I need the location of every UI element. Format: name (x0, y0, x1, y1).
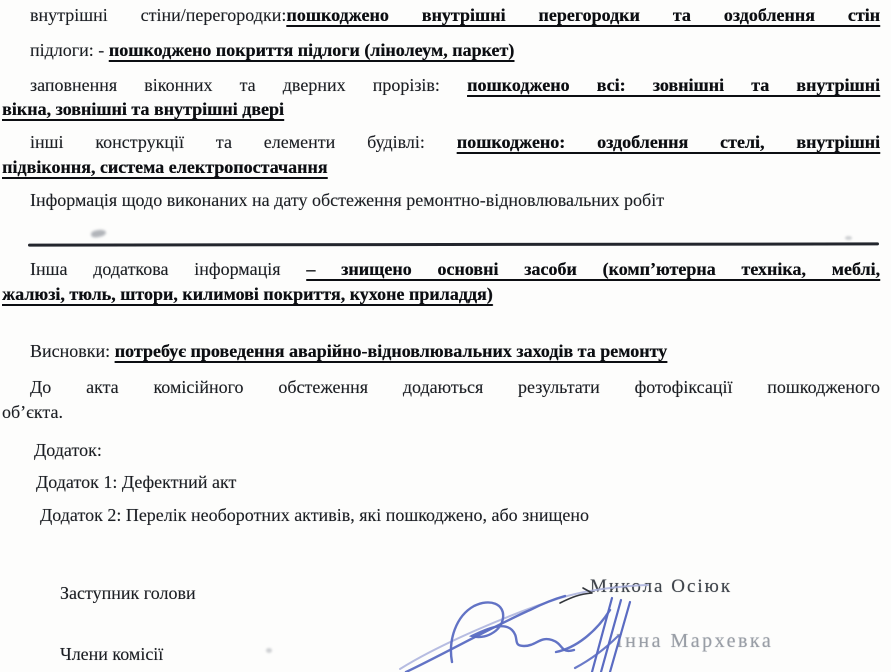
field-value-other-elements-2: підвіконня, система електропостачання (2, 157, 328, 177)
field-label-walls: внутрішні стіни/перегородки: (30, 5, 287, 25)
field-label-openings: заповнення віконних та дверних прорізів: (30, 75, 440, 95)
paragraph-other-elements-line1 (2, 130, 880, 154)
field-value-additional-2: жалюзі, тюль, штори, килимові покриття, кухоне приладдя) (2, 284, 493, 304)
attachment-2-text: Додаток 2: Перелік необоротних активів, які пошкоджено, або знищено (40, 505, 590, 525)
paragraph-openings-line2 (2, 97, 880, 121)
signature-role-deputy-head: Заступник голови (60, 583, 196, 603)
field-value-floors: пошкоджено покриття підлоги (лінолеум, паркет) (108, 40, 515, 60)
paragraph-floors (2, 38, 880, 62)
attachment-1-text: Додаток 1: Дефектний акт (36, 472, 237, 492)
photo-text-1: До акта комісійного обстеження додаються результати фотофіксації пошкодженого (30, 377, 880, 397)
attachments-heading-text: Додаток: (34, 440, 102, 460)
paragraph-other-elements-line2 (2, 155, 880, 179)
paragraph-photo-line2 (2, 400, 880, 424)
photo-text-2: об’єкта. (2, 402, 63, 422)
blank-field-rule (28, 242, 879, 246)
field-label-conclusions: Висновки: (30, 341, 111, 361)
paragraph-internal-walls (2, 3, 880, 27)
repairs-info-text: Інформація щодо виконаних на дату обстеження ремонтно-відновлювальних робіт (30, 190, 665, 210)
scan-artifact (845, 236, 852, 240)
scan-smudge (90, 229, 106, 239)
field-value-other-elements-1: пошкоджено: оздоблення стелі, внутрішні (456, 132, 881, 152)
field-label-other-elements: інші конструкції та елементи будівлі: (30, 132, 425, 152)
scan-artifact (266, 648, 272, 653)
attachment-item-2 (2, 503, 891, 527)
handwritten-signature-scribble (378, 576, 668, 672)
paragraph-additional-line1 (2, 257, 880, 281)
field-value-additional-1: – знищено основні засоби (комп’ютерна техніка, меблі, (306, 259, 880, 279)
attachment-item-1 (2, 470, 891, 494)
attachments-heading (2, 438, 891, 462)
field-value-conclusions: потребує проведення аварійно-відновлювальних заходів та ремонту (114, 341, 668, 361)
field-value-openings-2: вікна, зовнішні та внутрішні двері (2, 99, 284, 119)
paragraph-photo-line1 (2, 375, 880, 399)
field-value-openings-1: пошкоджено всі: зовнішні та внутрішні (467, 75, 880, 95)
paragraph-openings-line1 (2, 73, 880, 97)
signature-name-inna-markhevka: Інна Мархевка (616, 630, 774, 652)
paragraph-conclusions (2, 339, 880, 363)
field-label-floors: підлоги: - (30, 40, 105, 60)
paragraph-repairs-info (2, 188, 880, 212)
paragraph-additional-line2 (2, 282, 880, 306)
signature-name-mykola-osiuk: Микола Осіюк (590, 576, 733, 597)
signature-role-commission-members: Члени комісії (60, 644, 164, 664)
field-label-additional: Інша додаткова інформація (30, 259, 281, 279)
field-value-walls: пошкоджено внутрішні перегородки та оздоблення стін (286, 5, 880, 25)
